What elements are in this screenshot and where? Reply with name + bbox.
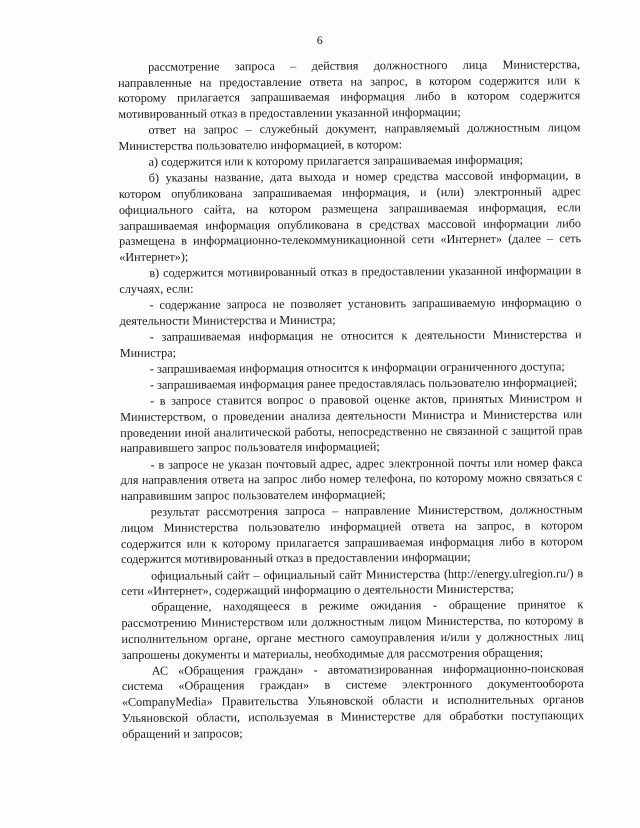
refusal-case-3: - запрашиваемая информация относится к информации ограниченного доступа; [149,359,565,376]
definition-pending-appeal: обращение, находящееся в режиме ожидания - обращение принятое к рассмотрению Министерством или должностным лицом Министерства, по которому в исполнительном органе, органе местного самоуправления и/или у должностных лиц запрошены документы и материалы, необходимые для рассмотрения обращения; [121,597,584,662]
definition-review-result: результат рассмотрения запроса – направление Министерством, должностным лицом Министерства пользователю информацией ответа на запрос, в котором содержится или к которому прилагается запрашиваемая информация либо в котором содержится мотивированный отказ в предоставлении информации; [120,502,583,567]
page-number: 6 [316,33,324,47]
document-body [118,57,584,743]
definition-request-answer: ответ на запрос – служебный документ, направляемый должностным лицом Министерства пользователю информацией, в котором: [118,120,581,154]
refusal-case-2: - запрашиваемая информация не относится к деятельности Министерства и Министра; [119,327,582,360]
refusal-case-6: - в запросе не указан почтовый адрес, адрес электронной почты или номер факса для направления ответа на запрос либо номер телефона, по которому можно связаться с направившим запрос пользователем информацией; [120,454,583,503]
answer-item-a: а) содержится или к которому прилагается запрашиваемая информация; [148,152,524,170]
answer-item-c: в) содержится мотивированный отказ в предоставлении указанной информации в случаях, если: [119,263,582,296]
refusal-case-1: - содержание запроса не позволяет установить запрашиваемую информацию о деятельности Министерства и Министра; [119,295,582,328]
definition-as-appeals: АС «Обращения граждан» - автоматизированная информационно-поисковая система «Обращения граждан» в системе электронного документооборота «CompanyMedia» Правительства Ульяновской области и исполнительных органов Ульяновской области, используемая в Министерстве для обработки поступающих обращений и запросов; [121,660,585,741]
refusal-case-4: - запрашиваемая информация ранее предоставлялась пользователю информацией; [149,375,578,392]
refusal-case-5: - в запросе ставится вопрос о правовой оценке актов, принятых Министром и Министерством, о проведении анализа деятельности Министра и Министерства или проведении иной аналитической работы, непосредственно не связанной с защитой прав направившего запрос пользователя информацией; [120,391,583,456]
answer-item-b: б) указаны название, дата выхода и номер средства массовой информации, в котором опубликована запрашиваемая информация, и (или) электронный адрес официального сайта, на котором размещена запрашиваемая информация, если запрашиваемая информация опубликована в средствах массовой информации либо размещена в информационно-телекоммуникационной сети «Интернет» (далее – сеть «Интернет»); [118,168,582,264]
definition-request-review: рассмотрение запроса – действия должностного лица Министерства, направленные на предоставление ответа на запрос, в котором содержится или к которому прилагается запрашиваемая информация либо в котором содержится мотивированный отказ в предоставлении указанной информации; [118,57,581,122]
definition-official-site: официальный сайт – официальный сайт Министерства (http://energy.ulregion.ru/) в сети «Интернет», содержащий информацию о деятельности Министерства; [121,565,584,599]
